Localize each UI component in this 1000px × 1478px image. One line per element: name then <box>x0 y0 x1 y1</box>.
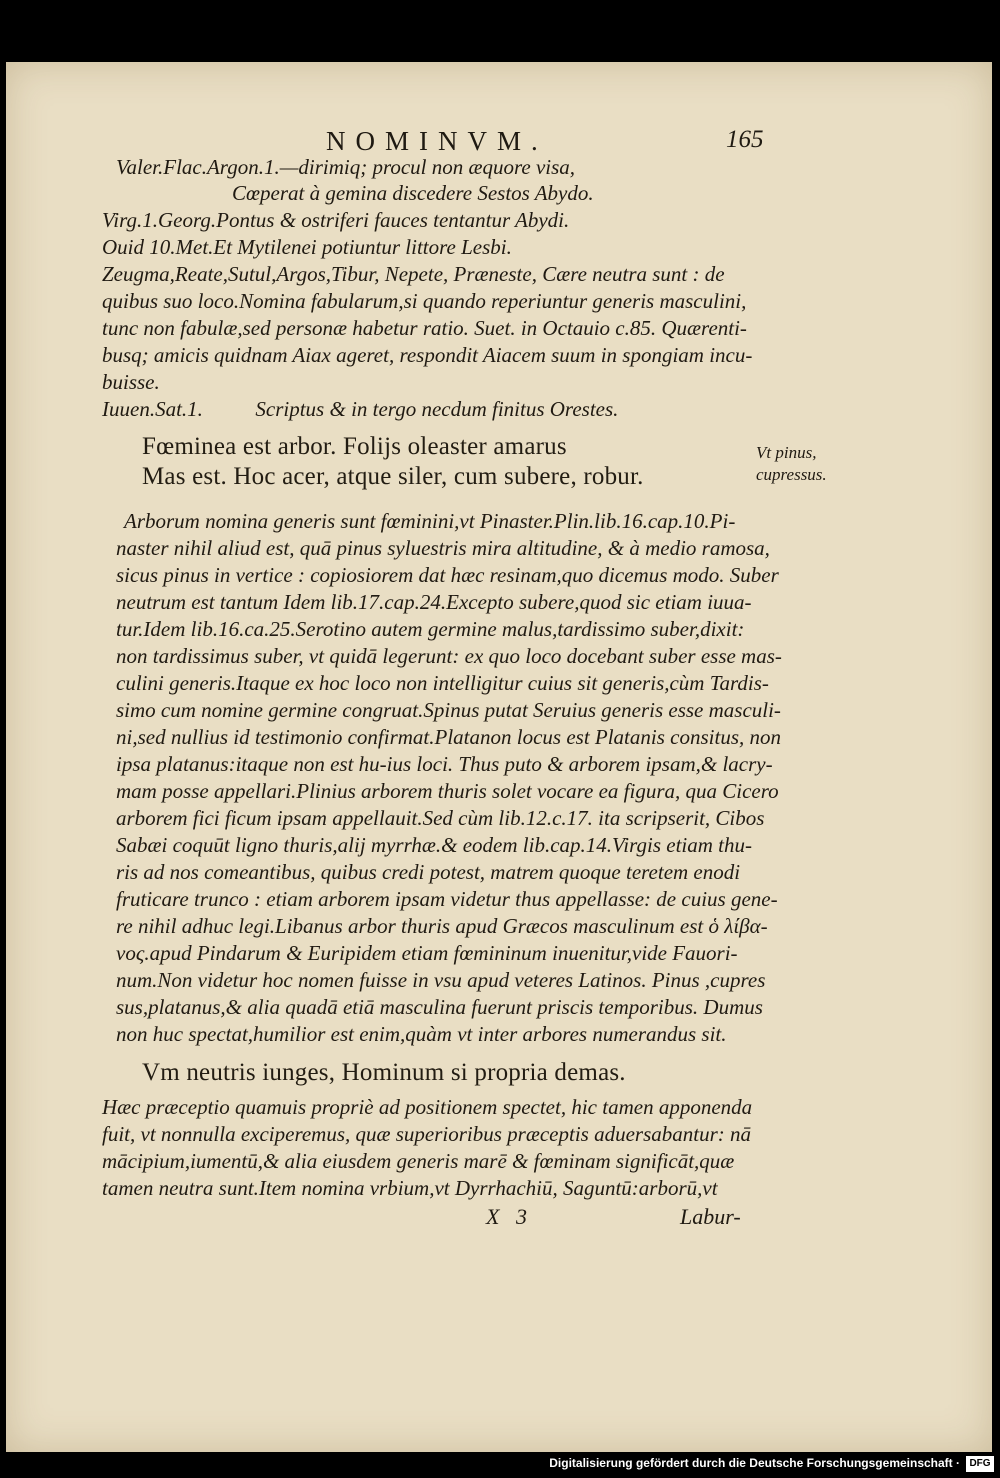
text-line: ris ad nos comeantibus, quibus credi potest, matrem quoque teretem enodi <box>116 860 741 884</box>
text-line: Hæc præceptio quamuis propriè ad positionem spectet, hic tamen apponenda <box>102 1095 753 1119</box>
text-line: busq; amicis quidnam Aiax ageret, respondit Aiacem suum in spongiam incu- <box>102 343 753 367</box>
running-head <box>6 126 992 156</box>
verse-line: Fœminea est arbor. Folijs oleaster amarus <box>142 433 567 460</box>
text-line: νος.apud Pindarum & Euripidem etiam fœmininum inuenitur,vide Fauori- <box>116 941 738 965</box>
catchword: Labur- <box>680 1204 741 1229</box>
book-page <box>6 62 992 1452</box>
signature-mark: X 3 <box>486 1204 527 1229</box>
text-line: re nihil adhuc legi.Libanus arbor thuris apud Græcos masculinum est ὁ λίβα- <box>116 914 768 938</box>
text-line: sus,platanus,& alia quadā etiā masculina fuerunt priscis temporibus. Dumus <box>116 995 763 1019</box>
text-line: tur.Idem lib.16.ca.25.Serotino autem germine malus,tardissimo suber,dixit: <box>116 617 745 641</box>
text-line: num.Non videtur hoc nomen fuisse in vsu apud veteres Latinos. Pinus ,cupres <box>116 968 766 992</box>
text-line: mācipium,iumentū,& alia eiusdem generis marē & fœminam significāt,quæ <box>102 1149 735 1173</box>
credit-bar <box>0 1452 1000 1478</box>
credit-text: Digitalisierung gefördert durch die Deutsche Forschungsgemeinschaft · <box>549 1456 960 1470</box>
text-line: quibus suo loco.Nomina fabularum,si quando reperiuntur generis masculini, <box>102 289 747 313</box>
text-line: arborem fici ficum ipsam appellauit.Sed cùm lib.12.c.17. ita scripserit, Cibos <box>116 806 765 830</box>
text-line: tunc non fabulæ,sed personæ habetur ratio. Suet. in Octauio c.85. Quærenti- <box>102 316 747 340</box>
running-title: NOMINVM. <box>326 126 548 156</box>
verse-rule-2: Vm neutris iunges, Hominum si propria demas. <box>142 1059 626 1086</box>
text-line: non huc spectat,humilior est enim,quàm vt inter arbores numerandus sit. <box>116 1022 727 1046</box>
text-line: Valer.Flac.Argon.1.—dirimiq; procul non æquore visa, <box>116 155 576 179</box>
text-line: Ouid 10.Met.Et Mytilenei potiuntur littore Lesbi. <box>102 235 512 259</box>
text-line: tamen neutra sunt.Item nomina vrbium,vt Dyrrhachiū, Saguntū:arborū,vt <box>102 1176 718 1200</box>
text-line: Sabæi coquūt ligno thuris,alij myrrhæ.& eodem lib.cap.14.Virgis etiam thu- <box>116 833 753 857</box>
text-line: Virg.1.Georg.Pontus & ostriferi fauces tentantur Abydi. <box>102 208 570 232</box>
dfg-logo: DFG <box>966 1456 994 1472</box>
text-line: naster nihil aliud est, quā pinus syluestris mira altitudine, & à medio ramosa, <box>116 536 770 560</box>
margin-note-line: cupressus. <box>756 465 827 484</box>
text-line: ni,sed nullius id testimonio confirmat.Platanon locus est Platanis consitus, non <box>116 725 781 749</box>
text-line: Arborum nomina generis sunt fœminini,vt Pinaster.Plin.lib.16.cap.10.Pi- <box>124 509 736 533</box>
text-line: Zeugma,Reate,Sutul,Argos,Tibur, Nepete, Præneste, Cære neutra sunt : de <box>102 262 725 286</box>
text-line: simo cum nomine germine congruat.Spinus putat Seruius generis esse masculi- <box>116 698 781 722</box>
text-line: ipsa platanus:itaque non est hu-ius loci. Thus puto & arborem ipsam,& lacry- <box>116 752 773 776</box>
text-line: neutrum est tantum Idem lib.17.cap.24.Excepto subere,quod sic etiam iuua- <box>116 590 752 614</box>
text-line: fruticare trunco : etiam arborem ipsam videtur thus appellasse: de cuius gene- <box>116 887 778 911</box>
margin-note-line: Vt pinus, <box>756 443 817 462</box>
text-line: culini generis.Itaque ex hoc loco non intelligitur cuius sit generis,cùm Tardis- <box>116 671 769 695</box>
text-line: buisse. <box>102 370 160 394</box>
text-line: sicus pinus in vertice : copiosiorem dat hæc resinam,quo dicemus modo. Suber <box>116 563 779 587</box>
text-line: non tardissimus suber, vt quidā legerunt: ex quo loco docebant suber esse mas- <box>116 644 782 668</box>
text-line: Iuuen.Sat.1. Scriptus & in tergo necdum finitus Orestes. <box>102 397 619 421</box>
text-line: Cœperat à gemina discedere Sestos Abydo. <box>232 181 594 205</box>
page-number: 165 <box>726 126 764 153</box>
verse-line: Mas est. Hoc acer, atque siler, cum subere, robur. <box>142 463 644 490</box>
text-line: mam posse appellari.Plinius arborem thuris solet vocare ea figura, qua Cicero <box>116 779 779 803</box>
text-line: fuit, vt nonnulla exciperemus, quæ superioribus præceptis aduersabantur: nā <box>102 1122 752 1146</box>
